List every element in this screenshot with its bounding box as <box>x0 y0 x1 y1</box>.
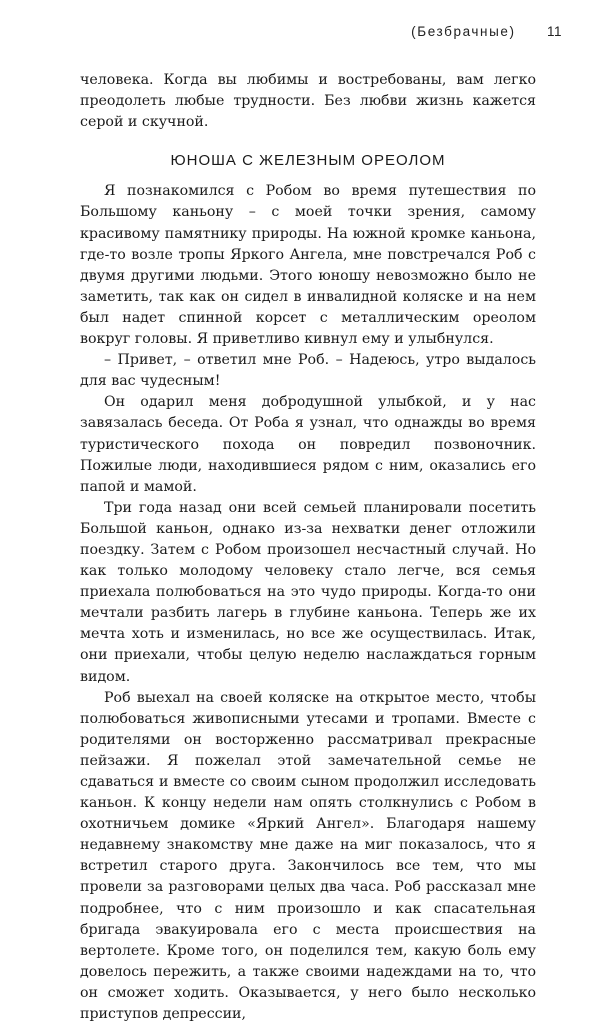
running-header <box>411 24 562 39</box>
paragraph-4: Три года назад они всей семьей планировали посетить Большой каньон, однако из-за нехватки денег отложили поездку. Затем с Робом произошел несчастный случай. Но как только молодому человеку стало легче, вся семья приехала полюбоваться на это чудо природы. Когда-то они мечтали разбить лагерь в глубине каньона. Теперь же их мечта хоть и изменилась, но все же осуществилась. Итак, они приехали, чтобы целую неделю наслаждаться горным видом. <box>80 499 536 685</box>
section-title: (Безбрачные) <box>411 24 516 39</box>
paragraph-2: – Привет, – ответил мне Роб. – Надеюсь, утро выдалось для вас чудесным! <box>80 352 536 390</box>
section-heading: ЮНОША С ЖЕЛЕЗНЫМ ОРЕОЛОМ <box>170 152 446 170</box>
intro-paragraph: человека. Когда вы любимы и востребованы, вам легко преодолеть любые трудности. Без любви жизнь кажется серой и скучной. <box>80 72 536 131</box>
paragraph-1: Я познакомился с Робом во время путешествия по Большому каньону – с моей точки зрения, самому красивому памятнику природы. На южной кромке каньона, где-то возле тропы Яркого Ангела, мне повстречался Роб с двумя другими людьми. Этого юношу невозможно было не заметить, так как он сидел в инвалидной коляске и на нем был надет спинной корсет с металлическим ореолом вокруг головы. Я приветливо кивнул ему и улыбнулся. <box>80 183 536 348</box>
page-number: 11 <box>546 24 562 39</box>
paragraph-3: Он одарил меня добродушной улыбкой, и у нас завязалась беседа. От Роба я узнал, что однажды во время туристического похода он повредил позвоночник. Пожилые люди, находившиеся рядом с ним, оказались его папой и мамой. <box>80 394 536 495</box>
page-body <box>80 70 536 1025</box>
paragraph-5: Роб выехал на своей коляске на открытое место, чтобы полюбоваться живописными утесами и тропами. Вместе с родителями он восторженно рассматривал прекрасные пейзажи. Я пожелал этой замечательной семье не сдаваться и вместе со своим сыном продолжил исследовать каньон. К концу недели нам опять столкнулись с Робом в охотничьем домике «Яркий Ангел». Благодаря нашему недавнему знакомству мне даже на миг показалось, что я встретил старого друга. Закончилось все тем, что мы провели за разговорами целых два часа. Роб рассказал мне подробнее, что с ним произошло и как спасательная бригада эвакуировала его с места происшествия на вертолете. Кроме того, он поделился тем, какую боль ему довелось пережить, а также своими надеждами на то, что он сможет ходить. Оказывается, у него было несколько приступов депрессии, <box>80 689 536 1023</box>
